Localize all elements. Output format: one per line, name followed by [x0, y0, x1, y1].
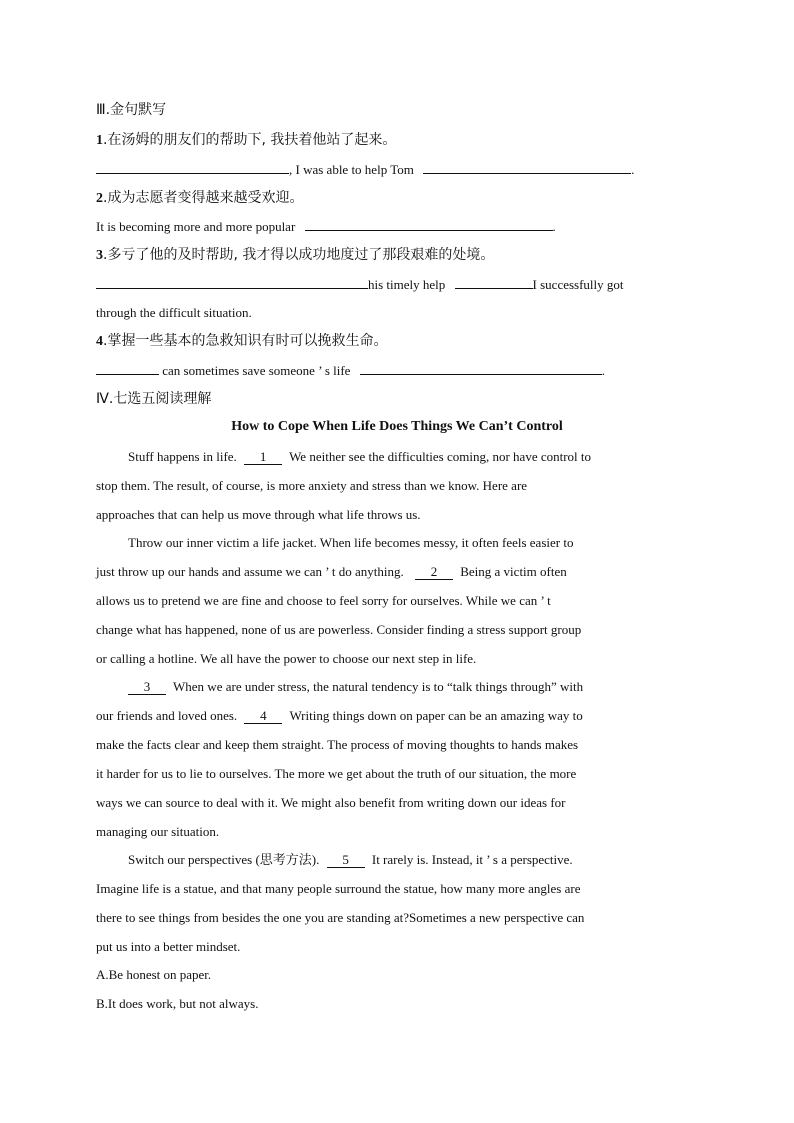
- option-a: A.Be honest on paper.: [96, 967, 212, 982]
- question-4-number: 4: [96, 334, 103, 349]
- q4-end-punct: .: [601, 363, 605, 378]
- p2-line-3: allows us to pretend we are fine and choose to feel sorry for ourselves. While we can ’ t: [96, 593, 551, 608]
- question-2-chinese: .成为志愿者变得越来越受欢迎。: [103, 190, 304, 206]
- p1-line-2: stop them. The result, of course, is more anxiety and stress than we know. Here are: [96, 478, 528, 493]
- paragraph-3: [96, 678, 696, 852]
- p2-line-1: Throw our inner victim a life jacket. When life becomes messy, it often feels easier to: [128, 535, 574, 550]
- p4-text-before-blank: Switch our perspectives (思考方法).: [128, 852, 320, 867]
- p3-line-5: ways we can source to deal with it. We might also benefit from writing down our ideas for: [96, 795, 566, 810]
- question-3-answer-line: [96, 275, 624, 294]
- section-4-heading: Ⅳ.七选五阅读理解: [96, 391, 212, 407]
- question-2-answer-line: [96, 217, 556, 236]
- blank-1[interactable]: 1: [244, 450, 282, 465]
- question-4-prompt: [96, 332, 387, 351]
- question-1-answer-line: [96, 160, 634, 179]
- p1-line-3: approaches that can help us move through what life throws us.: [96, 507, 421, 522]
- p3-line-4: it harder for us to lie to ourselves. The more we get about the truth of our situation, the more: [96, 766, 577, 781]
- p2-text-before-blank: just throw up our hands and assume we can ’ t do anything.: [96, 564, 404, 579]
- q3-blank-1[interactable]: [96, 275, 368, 289]
- p3-line-2: [96, 707, 696, 736]
- question-3-number: 3: [96, 248, 103, 263]
- question-1-chinese: .在汤姆的朋友们的帮助下, 我扶着他站了起来。: [103, 132, 397, 148]
- q4-english: can sometimes save someone ’ s life: [162, 363, 351, 378]
- paragraph-1: [96, 448, 696, 535]
- p2-line-5: or calling a hotline. We all have the power to choose our next step in life.: [96, 651, 477, 666]
- p3-text-before-blank-4: our friends and loved ones.: [96, 708, 238, 723]
- q3-english-a: his timely help: [368, 277, 446, 292]
- q4-blank-2[interactable]: [360, 361, 602, 375]
- blank-3[interactable]: 3: [128, 680, 166, 695]
- paragraph-4: [96, 851, 696, 967]
- p3-line-6: managing our situation.: [96, 824, 220, 839]
- paragraph-2: [96, 534, 696, 679]
- p2-line-2: [96, 563, 696, 592]
- q4-blank-1[interactable]: [96, 361, 159, 375]
- blank-2[interactable]: 2: [415, 565, 453, 580]
- q1-blank-2[interactable]: [423, 160, 631, 174]
- question-3-chinese: .多亏了他的及时帮助, 我才得以成功地度过了那段艰难的处境。: [103, 247, 495, 263]
- question-2-prompt: [96, 189, 303, 208]
- p3-text-after-blank-3: When we are under stress, the natural tendency is to “talk things through” with: [173, 679, 584, 694]
- question-4-chinese: .掌握一些基本的急救知识有时可以挽救生命。: [103, 333, 388, 349]
- p3-line-1: [96, 678, 696, 707]
- p4-line-4: put us into a better mindset.: [96, 939, 241, 954]
- q3-blank-2[interactable]: [455, 275, 533, 289]
- question-3-prompt: [96, 246, 494, 265]
- section-3-heading: Ⅲ.金句默写: [96, 102, 167, 118]
- blank-5[interactable]: 5: [327, 853, 365, 868]
- p3-text-after-blank-4: Writing things down on paper can be an amazing way to: [289, 708, 583, 723]
- p3-line-3: make the facts clear and keep them straight. The process of moving thoughts to hands makes: [96, 737, 579, 752]
- p4-line-1: [96, 851, 696, 880]
- passage-title: How to Cope When Life Does Things We Can’t Control: [231, 419, 563, 434]
- p1-text-before-blank: Stuff happens in life.: [128, 449, 237, 464]
- option-b: B.It does work, but not always.: [96, 996, 259, 1011]
- q2-blank[interactable]: [305, 217, 553, 231]
- p1-line-1: [96, 448, 696, 477]
- p2-text-after-blank: Being a victim often: [460, 564, 567, 579]
- q1-end-punct: .: [631, 162, 635, 177]
- question-2-number: 2: [96, 191, 103, 206]
- p1-text-after-blank: We neither see the difficulties coming, nor have control to: [289, 449, 592, 464]
- p4-line-2: Imagine life is a statue, and that many people surround the statue, how many more angles are: [96, 881, 581, 896]
- q2-end-punct: .: [552, 219, 556, 234]
- q3-english-b: I successfully got: [532, 277, 624, 292]
- question-1-prompt: [96, 131, 396, 150]
- q1-english: , I was able to help Tom: [289, 162, 414, 177]
- p2-line-4: change what has happened, none of us are powerless. Consider finding a stress support group: [96, 622, 582, 637]
- p4-text-after-blank: It rarely is. Instead, it ’ s a perspective.: [371, 852, 573, 867]
- q2-english: It is becoming more and more popular: [96, 219, 296, 234]
- q3-english-c: through the difficult situation.: [96, 305, 252, 320]
- blank-4[interactable]: 4: [244, 709, 282, 724]
- question-4-answer-line: [96, 361, 605, 380]
- p4-line-3: there to see things from besides the one you are standing at?Sometimes a new perspective can: [96, 910, 585, 925]
- question-1-number: 1: [96, 133, 103, 148]
- q1-blank-1[interactable]: [96, 160, 289, 174]
